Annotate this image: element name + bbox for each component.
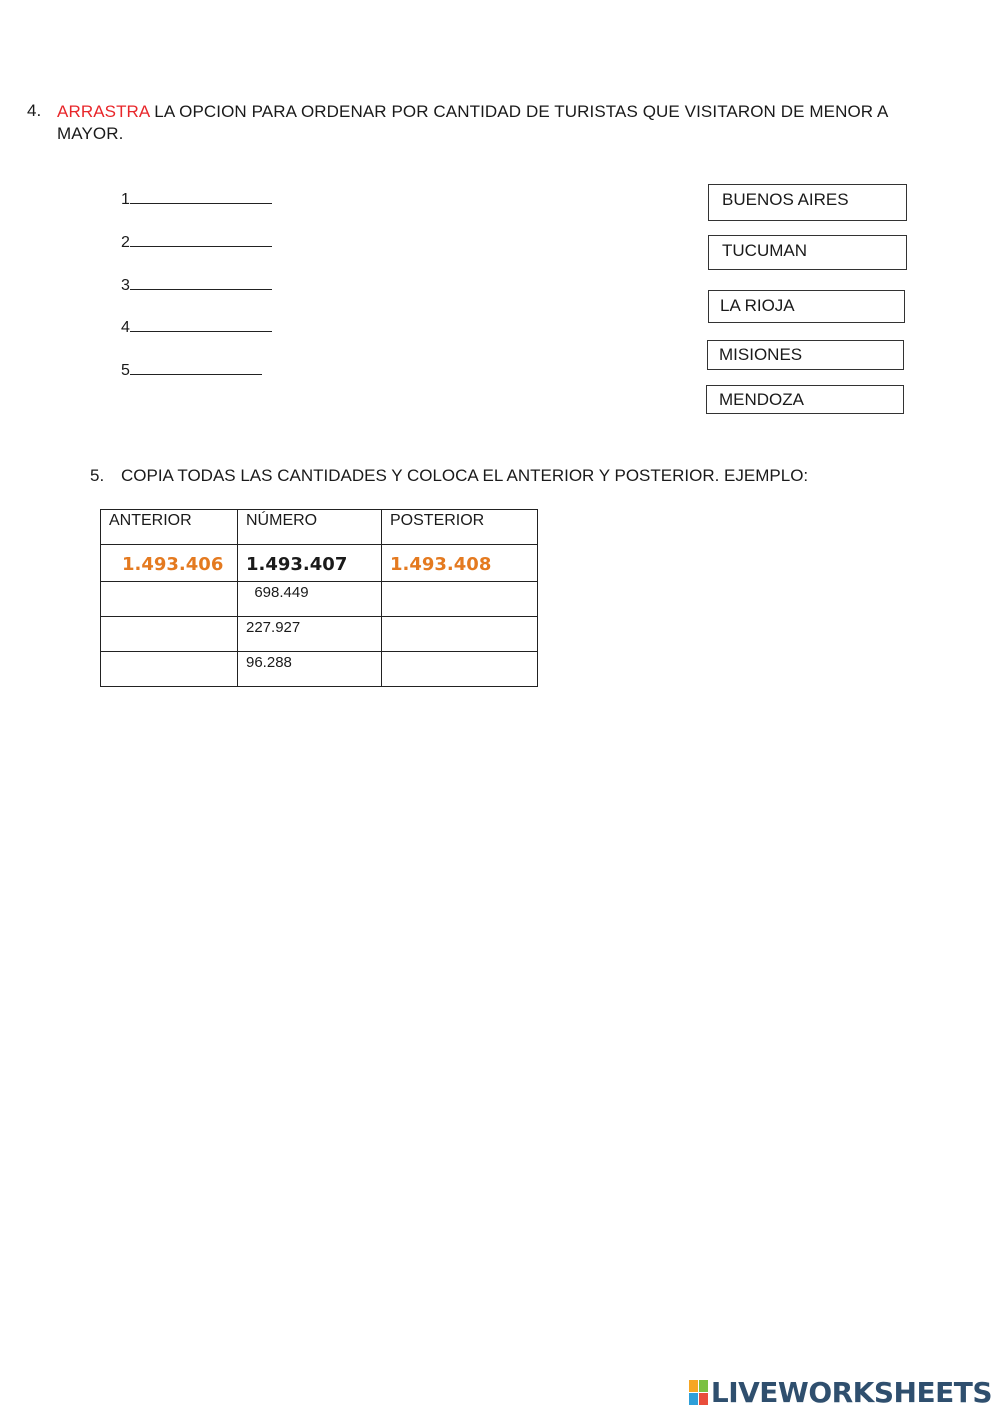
liveworksheets-logo: [689, 1377, 992, 1407]
drop-slot-3[interactable]: [121, 275, 272, 295]
numero-cell: 227.927: [238, 617, 382, 652]
slot-answer-line[interactable]: [130, 275, 272, 290]
numero-cell: 698.449: [238, 582, 382, 617]
slot-number: 2: [121, 234, 130, 251]
posterior-input-cell[interactable]: [382, 617, 538, 652]
slot-answer-line[interactable]: [130, 317, 272, 332]
example-posterior: 1.493.408: [382, 545, 538, 582]
drop-slot-5[interactable]: [121, 360, 262, 380]
draggable-option-mendoza[interactable]: MENDOZA: [706, 385, 904, 414]
anterior-input-cell[interactable]: [101, 652, 238, 687]
slot-answer-line[interactable]: [130, 189, 272, 204]
question-4-instructions: [57, 101, 937, 145]
slot-number: 4: [121, 319, 130, 336]
draggable-option-buenos-aires[interactable]: BUENOS AIRES: [708, 184, 907, 221]
header-anterior: ANTERIOR: [101, 510, 238, 545]
drag-keyword: ARRASTRA: [57, 102, 150, 121]
example-row: [101, 545, 538, 582]
header-posterior: POSTERIOR: [382, 510, 538, 545]
question-5-instructions: [90, 466, 808, 486]
example-anterior: 1.493.406: [101, 545, 238, 582]
table-row: [101, 582, 538, 617]
question-4-number: 4.: [27, 101, 42, 120]
table-row: [101, 652, 538, 687]
answer-table: [100, 509, 538, 687]
numero-cell: 96.288: [238, 652, 382, 687]
question-4-text: LA OPCION PARA ORDENAR POR CANTIDAD DE TURISTAS QUE VISITARON DE MENOR A MAYOR.: [57, 102, 888, 143]
question-5-text: COPIA TODAS LAS CANTIDADES Y COLOCA EL ANTERIOR Y POSTERIOR. EJEMPLO:: [121, 466, 809, 485]
liveworksheets-badge-icon: [689, 1380, 708, 1405]
posterior-input-cell[interactable]: [382, 652, 538, 687]
question-5-number: 5.: [90, 466, 105, 485]
slot-number: 1: [121, 191, 130, 208]
draggable-option-tucuman[interactable]: TUCUMAN: [708, 235, 907, 270]
liveworksheets-wordmark: LIVEWORKSHEETS: [710, 1375, 992, 1409]
slot-number: 3: [121, 277, 130, 294]
draggable-option-la-rioja[interactable]: LA RIOJA: [708, 290, 905, 323]
draggable-option-misiones[interactable]: MISIONES: [707, 340, 904, 370]
slot-answer-line[interactable]: [130, 232, 272, 247]
drop-slot-2[interactable]: [121, 232, 272, 252]
slot-number: 5: [121, 362, 130, 379]
example-numero: 1.493.407: [238, 545, 382, 582]
header-numero: NÚMERO: [238, 510, 382, 545]
drop-slot-1[interactable]: [121, 189, 272, 209]
table-row: [101, 617, 538, 652]
anterior-input-cell[interactable]: [101, 617, 238, 652]
slot-answer-line[interactable]: [130, 360, 262, 375]
posterior-input-cell[interactable]: [382, 582, 538, 617]
drop-slot-4[interactable]: [121, 317, 272, 337]
anterior-input-cell[interactable]: [101, 582, 238, 617]
